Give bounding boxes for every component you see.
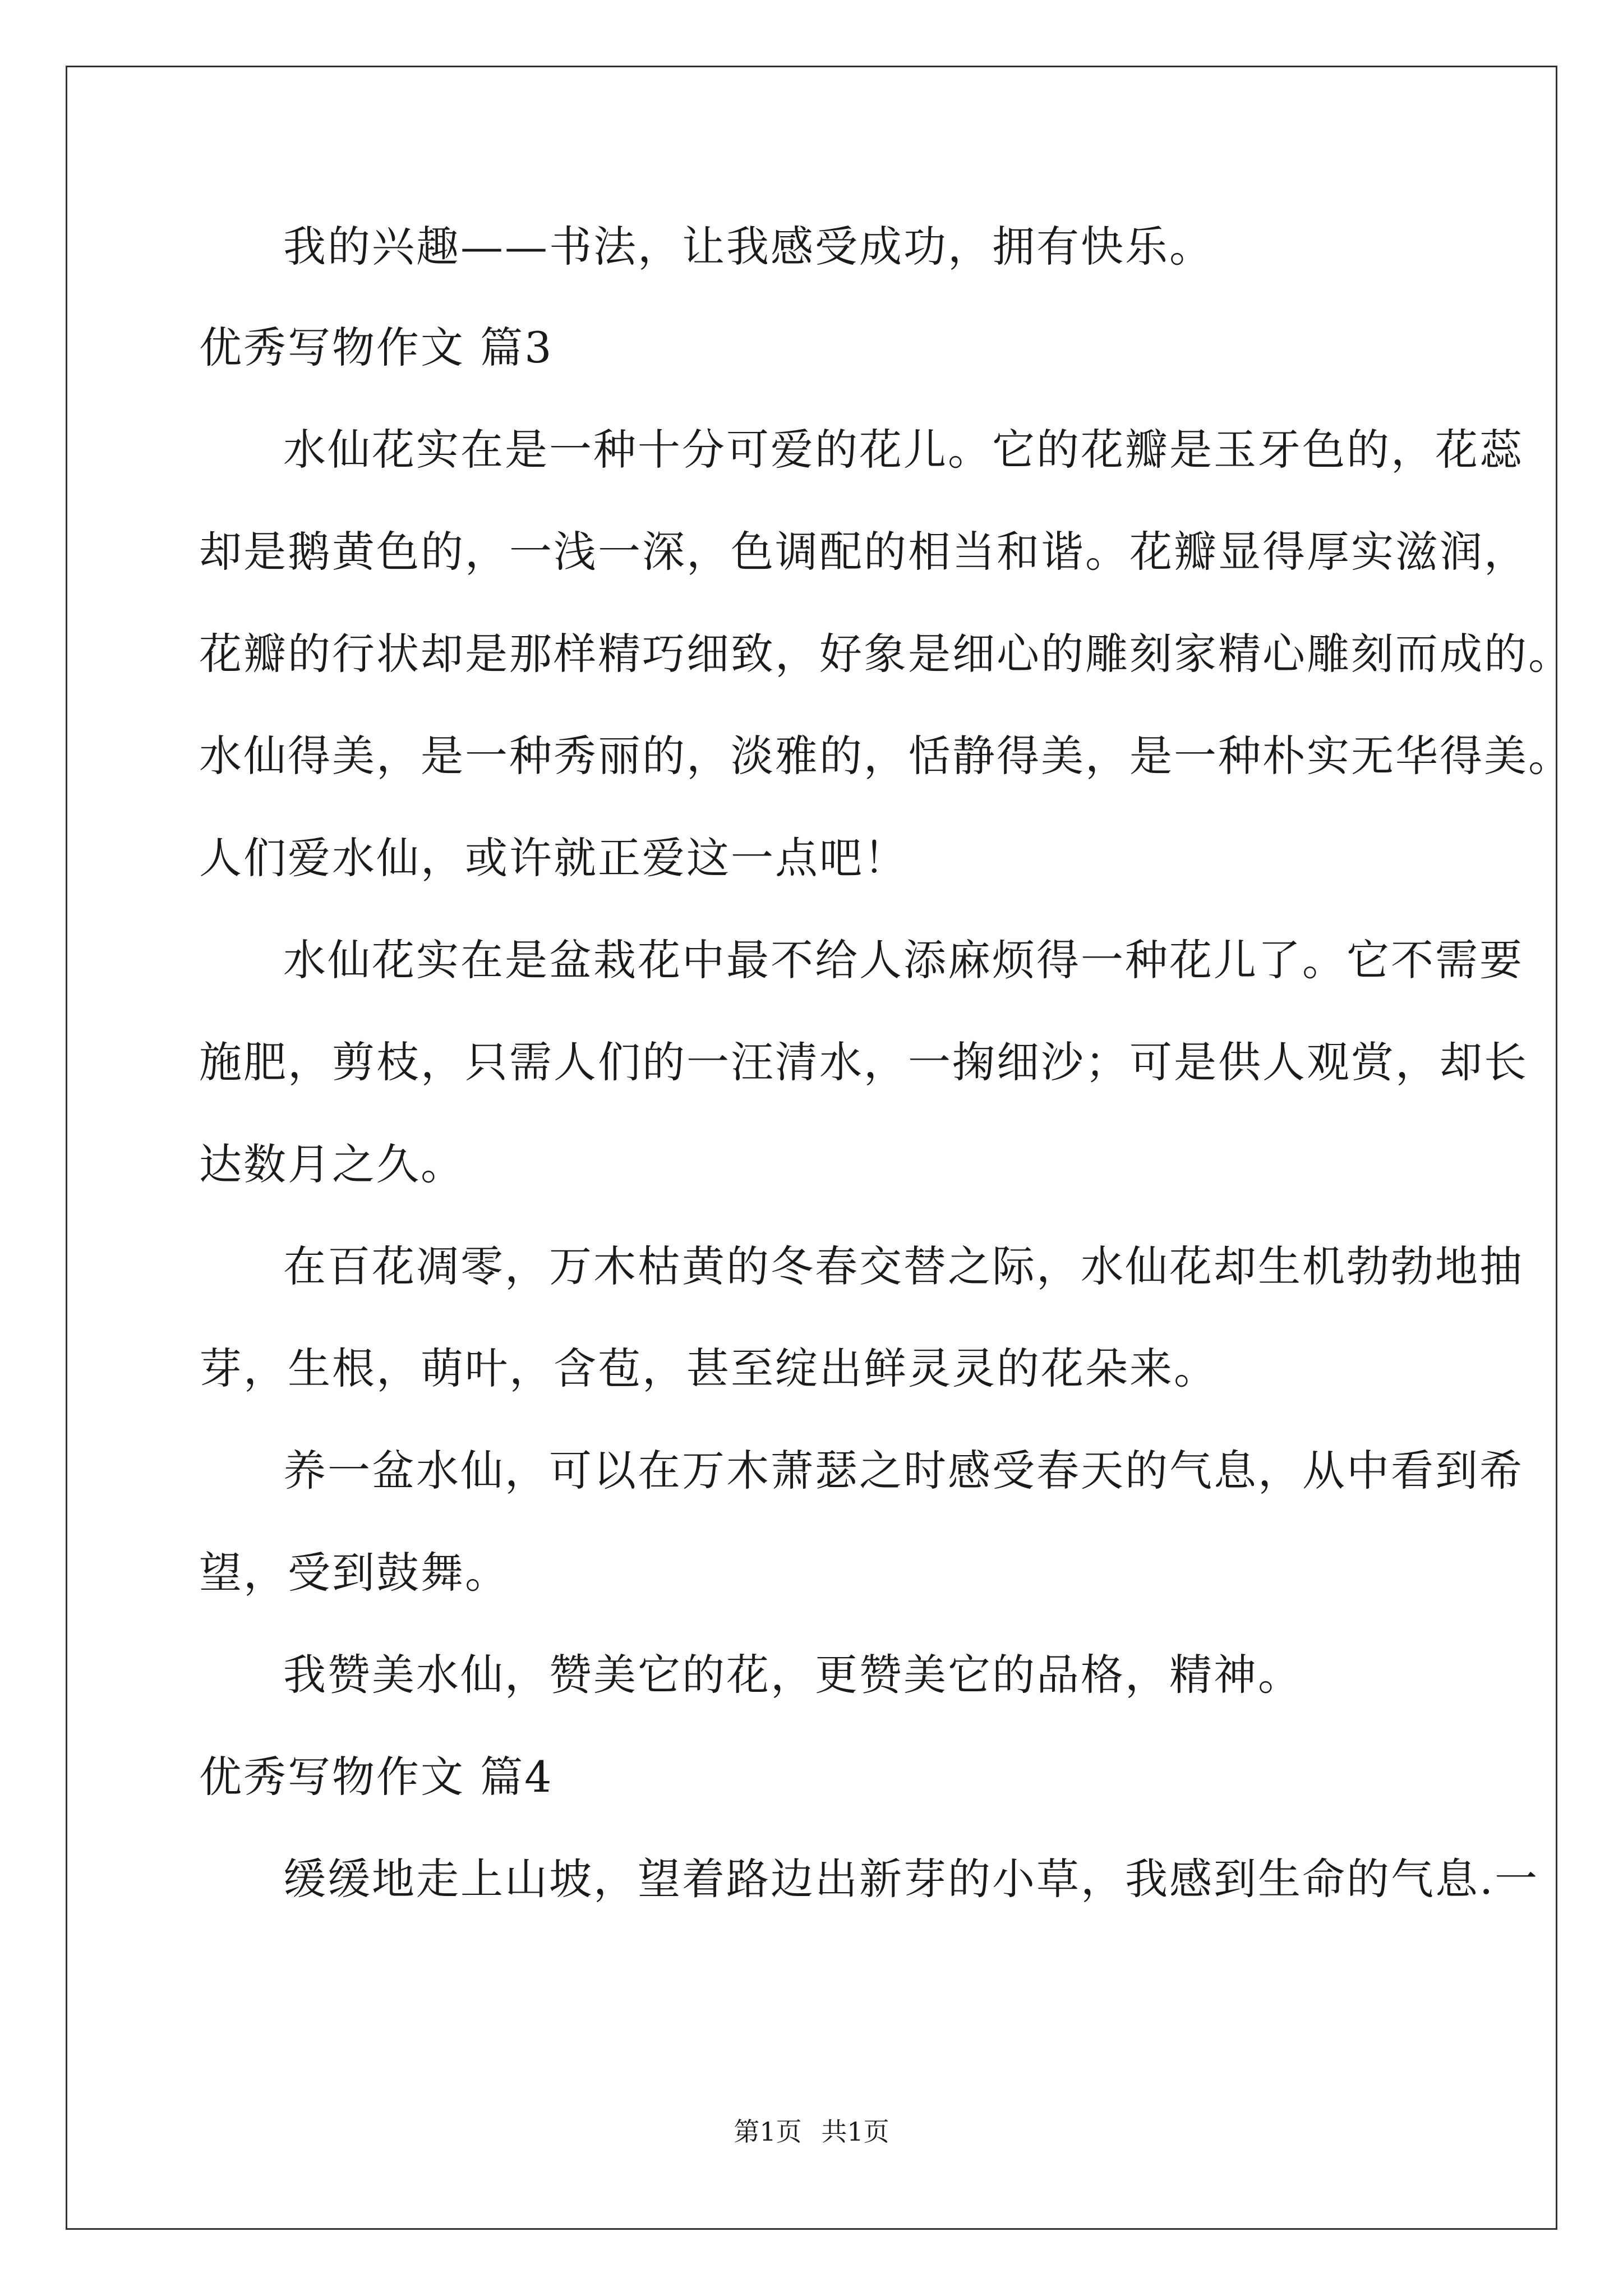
paragraph-line-3: 水仙花实在是一种十分可爱的花儿。它的花瓣是玉牙色的，花蕊 xyxy=(283,425,1524,475)
paragraph-line-11: 在百花凋零，万木枯黄的冬春交替之际，水仙花却生机勃勃地抽 xyxy=(283,1241,1524,1291)
paragraph-line-17: 缓缓地走上山坡，望着路边出新芽的小草，我感到生命的气息.一 xyxy=(283,1854,1539,1904)
paragraph-line-7: 人们爱水仙，或许就正爱这一点吧！ xyxy=(199,833,908,883)
paragraph-line-14: 望，受到鼓舞。 xyxy=(199,1548,509,1598)
paragraph-line-5: 花瓣的行状却是那样精巧细致，好象是细心的雕刻家精心雕刻而成的。 xyxy=(199,629,1573,679)
paragraph-line-4: 却是鹅黄色的，一浅一深，色调配的相当和谐。花瓣显得厚实滋润， xyxy=(199,527,1528,577)
paragraph-line-12: 芽，生根，萌叶，含苞，甚至绽出鲜灵灵的花朵来。 xyxy=(199,1343,1218,1393)
page-number-total: 共1页 xyxy=(821,2116,889,2147)
paragraph-line-13: 养一盆水仙，可以在万木萧瑟之时感受春天的气息，从中看到希 xyxy=(283,1446,1524,1496)
paragraph-line-8: 水仙花实在是盆栽花中最不给人添麻烦得一种花儿了。它不需要 xyxy=(283,935,1524,985)
paragraph-line-10: 达数月之久。 xyxy=(199,1139,465,1189)
page-footer xyxy=(0,2115,1623,2148)
paragraph-line-9: 施肥，剪枝，只需人们的一汪清水，一掬细沙；可是供人观赏，却长 xyxy=(199,1037,1528,1087)
section-heading-4: 优秀写物作文 篇4 xyxy=(199,1752,554,1802)
paragraph-line-15: 我赞美水仙，赞美它的花，更赞美它的品格，精神。 xyxy=(283,1650,1302,1700)
page-number-current: 第1页 xyxy=(734,2116,802,2147)
paragraph-line-6: 水仙得美，是一种秀丽的，淡雅的，恬静得美，是一种朴实无华得美。 xyxy=(199,731,1573,781)
section-heading-3: 优秀写物作文 篇3 xyxy=(199,323,554,372)
paragraph-line-1: 我的兴趣——书法，让我感受成功，拥有快乐。 xyxy=(283,222,1214,272)
